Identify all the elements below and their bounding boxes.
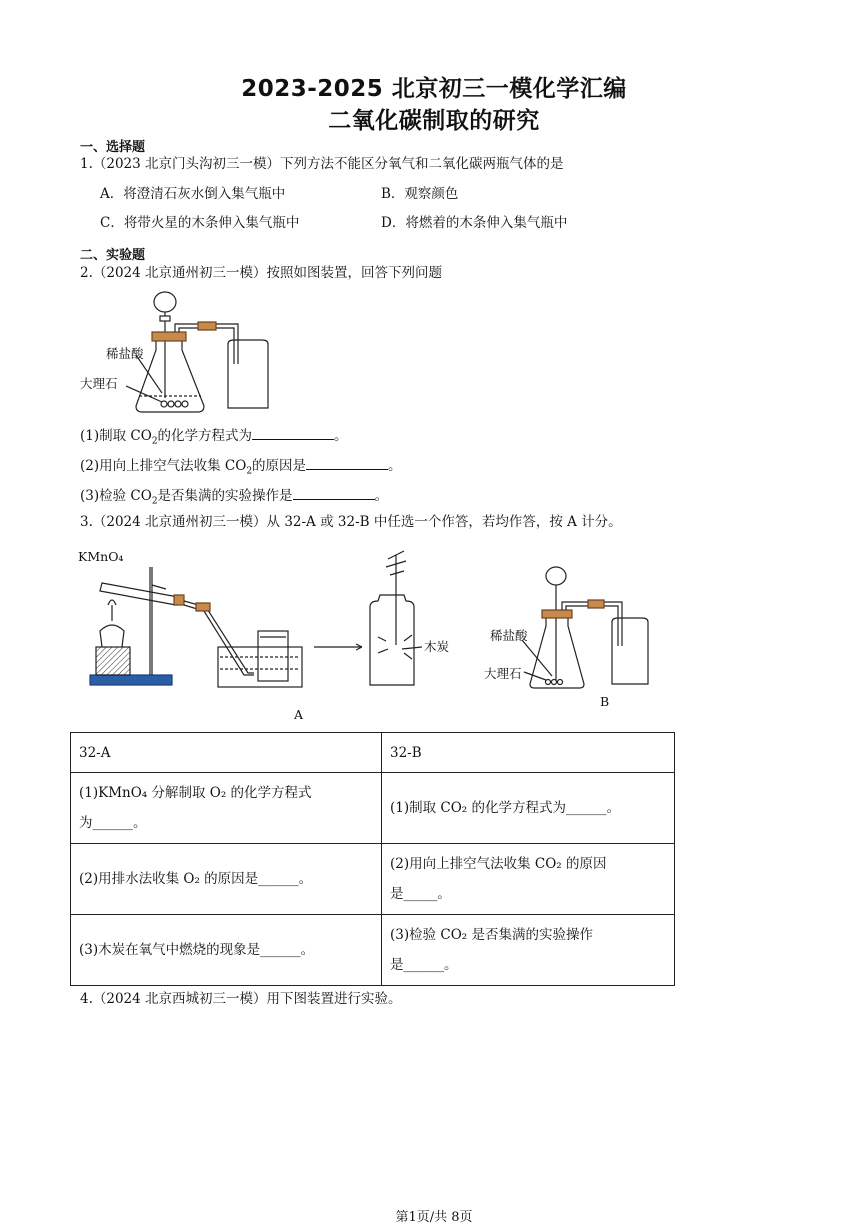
co2-generation-apparatus-figure [78, 288, 278, 418]
table-cell-b2[interactable] [382, 844, 675, 915]
table-cell-a3[interactable]: (3)木炭在氧气中燃烧的现象是______。 [71, 915, 382, 986]
label-marble-b: 大理石 [484, 666, 522, 681]
question-2-stem: 2.（2024 北京通州初三一模）按照如图装置，回答下列问题 [80, 265, 443, 281]
table-cell-b3[interactable] [382, 915, 675, 986]
label-dilute-hcl: 稀盐酸 [106, 346, 144, 361]
part-3-text-a: (3)检验 CO [80, 488, 152, 504]
question-2-part-3 [80, 485, 388, 511]
table-cell-b1[interactable]: (1)制取 CO₂ 的化学方程式为______。 [382, 773, 675, 844]
section-heading-experiment: 二、实验题 [80, 248, 146, 263]
question-1-option-b: B．观察颜色 [381, 186, 459, 202]
label-charcoal: 木炭 [424, 639, 450, 654]
subscript: 2 [151, 496, 158, 507]
label-kmno4: KMnO₄ [78, 549, 124, 564]
page-footer: 第1页/共 8页 [395, 1210, 473, 1225]
figure-b-label: B [600, 694, 610, 709]
question-3-stem: 3.（2024 北京通州初三一模）从 32-A 或 32-B 中任选一个作答，若均作答，按 A 计分。 [80, 514, 622, 530]
answer-blank[interactable] [306, 455, 388, 470]
co2-apparatus-figure-b [482, 560, 662, 710]
question-1-option-a: A．将澄清石灰水倒入集气瓶中 [100, 186, 286, 202]
subscript: 2 [151, 436, 158, 447]
cell-b3-line1: (3)检验 CO₂ 是否集满的实验操作 [390, 927, 594, 943]
table-header-32b: 32-B [382, 733, 675, 773]
question-1-stem: 1.（2023 北京门头沟初三一模）下列方法不能区分氧气和二氧化碳两瓶气体的是 [80, 156, 564, 172]
answer-blank[interactable] [293, 485, 375, 500]
page-title: 2023-2025 北京初三一模化学汇编 [241, 76, 627, 102]
answer-table [70, 732, 675, 986]
cell-a1-line2: 为______。 [79, 815, 147, 831]
section-heading-choice: 一、选择题 [80, 140, 146, 155]
question-2-part-2 [80, 455, 402, 481]
table-header-32a: 32-A [71, 733, 382, 773]
period: 。 [374, 488, 389, 504]
answer-blank[interactable] [252, 425, 334, 440]
question-1-option-d: D．将燃着的木条伸入集气瓶中 [381, 215, 568, 231]
subscript: 2 [246, 466, 253, 477]
question-4-stem: 4.（2024 北京西城初三一模）用下图装置进行实验。 [80, 991, 402, 1007]
part-1-text-a: (1)制取 CO [80, 428, 152, 444]
figure-a-label: A [294, 707, 304, 722]
part-2-text-a: (2)用向上排空气法收集 CO [80, 458, 247, 474]
part-2-text-b: 的原因是 [252, 458, 307, 474]
part-3-text-b: 是否集满的实验操作是 [157, 488, 293, 504]
page-subtitle: 二氧化碳制取的研究 [328, 108, 540, 134]
label-dilute-hcl-b: 稀盐酸 [490, 628, 528, 643]
period: 。 [388, 458, 402, 474]
cell-b2-line1: (2)用向上排空气法收集 CO₂ 的原因 [390, 856, 607, 872]
label-marble: 大理石 [80, 376, 118, 391]
question-1-option-c: C．将带火星的木条伸入集气瓶中 [100, 215, 300, 231]
question-2-part-1 [80, 425, 348, 451]
part-1-text-b: 的化学方程式为 [157, 428, 253, 444]
table-cell-a2[interactable]: (2)用排水法收集 O₂ 的原因是______。 [71, 844, 382, 915]
cell-a1-line1: (1)KMnO₄ 分解制取 O₂ 的化学方程式 [79, 785, 312, 801]
period: 。 [334, 428, 348, 444]
cell-b3-line2: 是______。 [390, 957, 458, 973]
table-cell-a1[interactable] [71, 773, 382, 844]
cell-b2-line2: 是_____。 [390, 886, 451, 902]
oxygen-preparation-figure [78, 545, 468, 725]
